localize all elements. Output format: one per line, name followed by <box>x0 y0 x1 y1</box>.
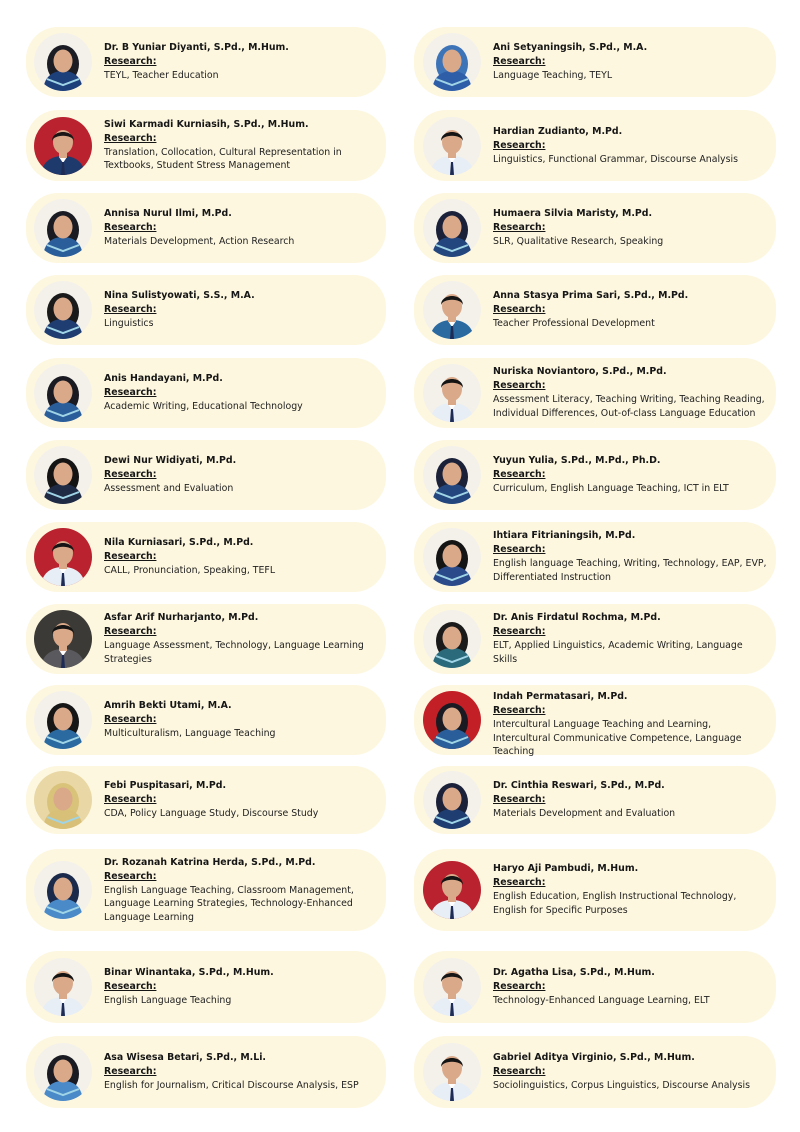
lecturer-photo <box>34 771 92 829</box>
lecturer-photo <box>34 281 92 339</box>
research-areas: Assessment Literacy, Teaching Writing, Teaching Reading, Individual Differences, Out-of-class Language Education <box>493 394 765 419</box>
research-label: Research: <box>493 304 546 316</box>
lecturer-name: Ani Setyaningsih, S.Pd., M.A. <box>493 42 648 54</box>
research-areas: Translation, Collocation, Cultural Representation in Textbooks, Student Stress Management <box>104 146 342 172</box>
lecturer-card <box>414 275 776 345</box>
research-areas: English language Teaching, Writing, Technology, EAP, EVP, Differentiated Instruction <box>493 558 767 583</box>
lecturer-photo <box>423 691 481 749</box>
lecturer-card <box>414 849 776 931</box>
research-areas: Multiculturalism, Language Teaching <box>104 728 276 740</box>
lecturer-photo <box>34 610 92 668</box>
lecturer-card <box>414 604 776 674</box>
research-areas: English Language Teaching <box>104 995 232 1007</box>
research-areas: Curriculum, English Language Teaching, ICT in ELT <box>493 483 729 495</box>
research-areas: Academic Writing, Educational Technology <box>104 401 303 413</box>
research-label: Research: <box>493 981 546 993</box>
lecturer-card <box>26 440 386 510</box>
lecturer-photo <box>34 117 92 175</box>
research-areas: Materials Development, Action Research <box>104 236 295 248</box>
lecturer-name: Asfar Arif Nurharjanto, M.Pd. <box>104 612 259 624</box>
lecturer-card <box>414 951 776 1023</box>
research-label: Research: <box>493 469 546 481</box>
lecturer-card <box>26 110 386 181</box>
research-label: Research: <box>493 794 546 806</box>
lecturer-name: Binar Winantaka, S.Pd., M.Hum. <box>104 967 274 979</box>
lecturer-photo <box>34 364 92 422</box>
research-label: Research: <box>104 714 157 726</box>
research-areas: TEYL, Teacher Education <box>104 70 219 82</box>
lecturer-photo <box>34 33 92 91</box>
research-label: Research: <box>493 380 546 392</box>
lecturer-card <box>26 358 386 428</box>
lecturer-name: Indah Permatasari, M.Pd. <box>493 691 628 702</box>
lecturer-card <box>414 110 776 181</box>
research-label: Research: <box>493 544 546 556</box>
lecturer-name: Dr. Cinthia Reswari, S.Pd., M.Pd. <box>493 780 665 792</box>
lecturer-name: Haryo Aji Pambudi, M.Hum. <box>493 863 639 875</box>
research-label: Research: <box>493 222 546 234</box>
lecturer-card <box>26 685 386 755</box>
lecturer-card <box>26 522 386 592</box>
lecturer-card <box>26 275 386 345</box>
lecturer-name: Hardian Zudianto, M.Pd. <box>493 125 623 137</box>
research-areas: Linguistics <box>104 318 154 330</box>
research-label: Research: <box>493 705 546 716</box>
lecturer-photo <box>423 33 481 91</box>
lecturer-card <box>414 358 776 428</box>
research-areas: Linguistics, Functional Grammar, Discourse Analysis <box>493 153 738 165</box>
lecturer-name: Nuriska Noviantoro, S.Pd., M.Pd. <box>493 366 667 378</box>
research-areas: CDA, Policy Language Study, Discourse Study <box>104 808 319 820</box>
lecturer-card <box>26 766 386 834</box>
lecturer-name: Siwi Karmadi Kurniasih, S.Pd., M.Hum. <box>104 118 309 130</box>
lecturer-photo <box>423 364 481 422</box>
research-label: Research: <box>493 139 546 151</box>
research-areas: Language Assessment, Technology, Language Learning Strategies <box>104 640 364 665</box>
research-label: Research: <box>104 132 157 144</box>
lecturer-photo <box>34 1043 92 1101</box>
lecturer-name: Gabriel Aditya Virginio, S.Pd., M.Hum. <box>493 1052 695 1064</box>
research-label: Research: <box>104 56 157 68</box>
lecturer-photo <box>423 610 481 668</box>
lecturer-name: Dr. Agatha Lisa, S.Pd., M.Hum. <box>493 967 655 979</box>
lecturer-photo <box>34 691 92 749</box>
research-areas: English for Journalism, Critical Discourse Analysis, ESP <box>104 1080 359 1092</box>
lecturer-name: Amrih Bekti Utami, M.A. <box>104 700 232 712</box>
lecturer-photo <box>34 446 92 504</box>
lecturer-name: Febi Puspitasari, M.Pd. <box>104 780 227 792</box>
lecturer-card <box>26 951 386 1023</box>
lecturer-card <box>26 1036 386 1108</box>
lecturer-photo <box>423 117 481 175</box>
lecturer-name: Nila Kurniasari, S.Pd., M.Pd. <box>104 537 254 549</box>
lecturer-card <box>26 849 386 931</box>
lecturer-photo <box>423 861 481 919</box>
research-areas: English Language Teaching, Classroom Management, Language Learning Strategies, Technology-Enhanced Language Learning <box>104 884 354 923</box>
lecturer-photo <box>423 1043 481 1101</box>
lecturer-name: Annisa Nurul Ilmi, M.Pd. <box>104 208 232 220</box>
research-label: Research: <box>104 981 157 993</box>
lecturer-card <box>414 766 776 834</box>
lecturer-name: Dewi Nur Widiyati, M.Pd. <box>104 455 237 467</box>
research-label: Research: <box>104 387 157 399</box>
research-areas: English Education, English Instructional Technology, English for Specific Purposes <box>493 891 737 916</box>
lecturer-photo <box>423 446 481 504</box>
lecturer-card <box>26 604 386 674</box>
lecturer-photo <box>423 528 481 586</box>
research-label: Research: <box>104 1066 157 1078</box>
lecturer-card <box>414 27 776 97</box>
research-label: Research: <box>104 551 157 563</box>
research-label: Research: <box>104 469 157 481</box>
lecturer-photo <box>423 958 481 1016</box>
research-areas: Assessment and Evaluation <box>104 483 234 495</box>
lecturer-name: Dr. Anis Firdatul Rochma, M.Pd. <box>493 612 661 624</box>
research-label: Research: <box>104 870 157 882</box>
lecturer-name: Anna Stasya Prima Sari, S.Pd., M.Pd. <box>493 290 689 302</box>
lecturer-photo <box>34 861 92 919</box>
lecturer-card <box>414 522 776 592</box>
research-areas: CALL, Pronunciation, Speaking, TEFL <box>104 565 276 577</box>
research-areas: SLR, Qualitative Research, Speaking <box>493 236 664 248</box>
lecturer-name: Anis Handayani, M.Pd. <box>104 373 223 385</box>
lecturer-name: Dr. B Yuniar Diyanti, S.Pd., M.Hum. <box>104 42 289 54</box>
lecturer-name: Yuyun Yulia, S.Pd., M.Pd., Ph.D. <box>493 455 661 467</box>
research-label: Research: <box>493 56 546 68</box>
lecturer-name: Dr. Rozanah Katrina Herda, S.Pd., M.Pd. <box>104 856 316 868</box>
research-areas: Teacher Professional Development <box>493 318 655 330</box>
research-label: Research: <box>493 877 546 889</box>
research-areas: Language Teaching, TEYL <box>493 70 613 82</box>
research-areas: Intercultural Language Teaching and Learning, Intercultural Communicative Competence, Language Teaching <box>493 719 742 758</box>
research-label: Research: <box>104 794 157 806</box>
lecturer-photo <box>34 958 92 1016</box>
lecturer-photo <box>423 771 481 829</box>
lecturer-name: Nina Sulistyowati, S.S., M.A. <box>104 290 255 302</box>
lecturer-card <box>414 193 776 263</box>
lecturer-photo <box>423 199 481 257</box>
research-label: Research: <box>104 626 157 638</box>
research-areas: Materials Development and Evaluation <box>493 808 676 820</box>
research-areas: Sociolinguistics, Corpus Linguistics, Discourse Analysis <box>493 1080 750 1092</box>
research-label: Research: <box>104 222 157 234</box>
research-label: Research: <box>104 304 157 316</box>
research-areas: ELT, Applied Linguistics, Academic Writing, Language Skills <box>493 640 743 665</box>
lecturer-card <box>26 193 386 263</box>
lecturer-card <box>414 685 776 758</box>
research-label: Research: <box>493 1066 546 1078</box>
lecturer-card <box>26 27 386 97</box>
research-areas: Technology-Enhanced Language Learning, ELT <box>493 995 710 1007</box>
lecturer-card <box>414 440 776 510</box>
lecturer-card <box>414 1036 776 1108</box>
research-label: Research: <box>493 626 546 638</box>
lecturer-name: Ihtiara Fitrianingsih, M.Pd. <box>493 530 636 542</box>
lecturer-photo <box>34 199 92 257</box>
lecturer-photo <box>423 281 481 339</box>
lecturer-name: Asa Wisesa Betari, S.Pd., M.Li. <box>104 1052 266 1064</box>
lecturer-name: Humaera Silvia Maristy, M.Pd. <box>493 208 653 220</box>
lecturer-photo <box>34 528 92 586</box>
